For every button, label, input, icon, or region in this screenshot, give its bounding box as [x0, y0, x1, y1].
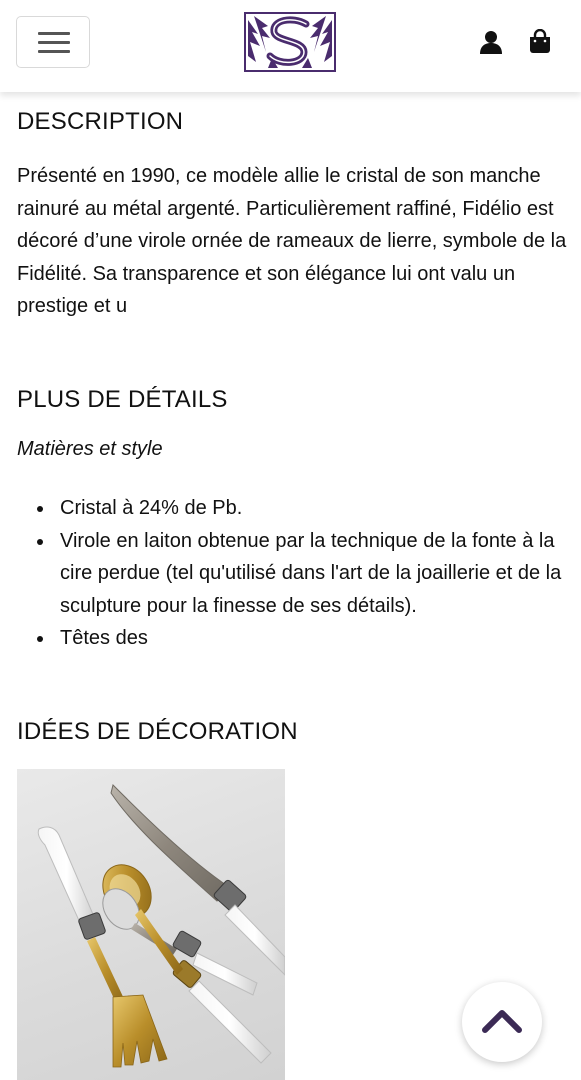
shopping-bag-icon[interactable] [529, 29, 551, 54]
top-header [0, 0, 581, 92]
bullet-icon [37, 506, 43, 512]
list-item-text: Cristal à 24% de Pb. [60, 497, 243, 519]
list-item [17, 492, 572, 525]
description-text: Présenté en 1990, ce modèle allie le cristal de son manche rainuré au métal argenté. Particulièrement raffiné, Fidélio est décoré d’une virole ornée de rameaux de lierre, symbole de la Fidélité. Sa transparence et son élégance lui ont valu un prestige et u [17, 165, 567, 317]
hamburger-menu-icon [38, 50, 70, 53]
description-heading: DESCRIPTION [17, 108, 184, 135]
bullet-icon [37, 636, 43, 642]
list-item [17, 525, 572, 623]
cutlery-illustration [17, 769, 285, 1080]
list-item-text: Virole en laiton obtenue par la technique de la fonte à la cire perdue (tel qu'utilisé dans l'art de la joaillerie et de la sculpture pour la finesse de ses détails). [60, 529, 562, 617]
cutlery-photo[interactable] [17, 769, 285, 1080]
user-icon[interactable] [480, 30, 502, 54]
details-list [17, 492, 572, 655]
menu-button[interactable] [16, 16, 90, 68]
decoration-ideas-heading: IDÉES DE DÉCORATION [17, 718, 298, 745]
hamburger-menu-icon [38, 32, 70, 35]
list-item [17, 622, 572, 655]
scroll-to-top-button[interactable] [462, 982, 542, 1062]
bullet-icon [37, 539, 43, 545]
chevron-up-icon [462, 982, 542, 1062]
details-heading: PLUS DE DÉTAILS [17, 386, 228, 413]
list-item-text: Têtes des [60, 627, 148, 649]
brand-logo[interactable] [244, 12, 336, 72]
details-subtitle: Matières et style [17, 438, 163, 460]
hamburger-menu-icon [38, 41, 70, 44]
